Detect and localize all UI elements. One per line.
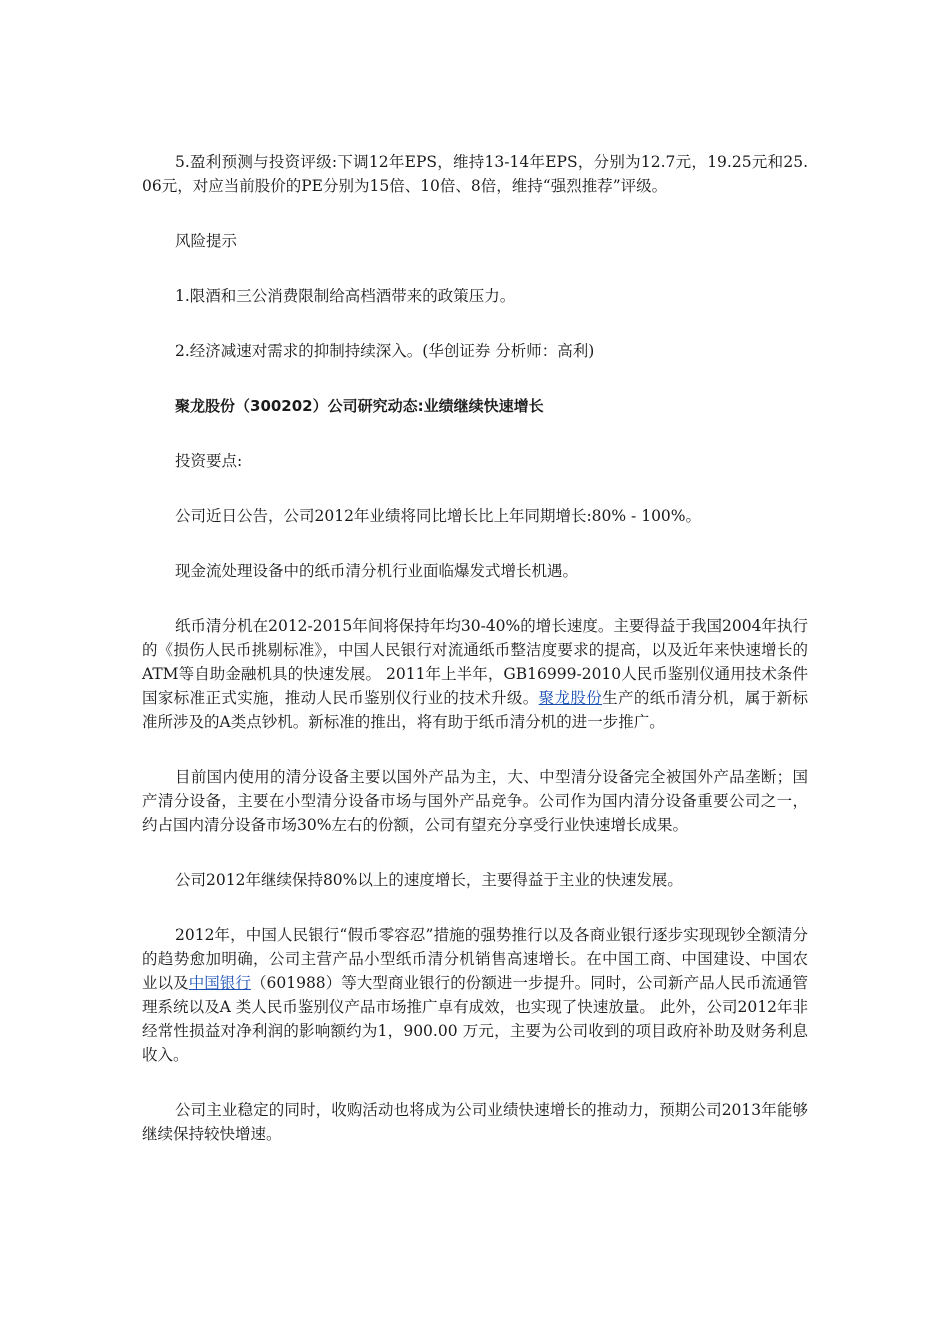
text-segment: 纸币清分机在2012-2015年间将保持年均30-40%的增长速度。主要得益于我国2004年执行的《损伤人民币挑剔标准》，中国人民银行对流通纸币整洁度要求的提高，以及近年来快速增长的ATM等自助金融机具的快速发展。 2011年上半年，GB16999-2010人民币鉴别仪通用技术条件国家标准正式实施，推动人民币鉴别仪行业的技术升级。: [142, 617, 808, 707]
paragraph-risk-1: 1.限酒和三公消费限制给高档酒带来的政策压力。: [175, 287, 516, 305]
paragraph-risk-heading: 风险提示: [175, 232, 238, 250]
text-segment: （601988）等大型商业银行的份额进一步提升。同时，公司新产品人民币流通管理系统以及A 类人民币鉴别仪产品市场推广卓有成效，也实现了快速放量。 此外，公司2012年非经常性损益对净利润的影响额约为1，900.00 万元，主要为公司收到的项目政府补助及财务利息收入。: [142, 974, 808, 1064]
paragraph-announcement: 公司近日公告，公司2012年业绩将同比增长比上年同期增长:80% - 100%。: [175, 507, 702, 525]
paragraph-2012-detail: [142, 923, 808, 1067]
paragraph-2012-growth: 公司2012年继续保持80%以上的速度增长，主要得益于主业的快速发展。: [175, 871, 683, 889]
section-title: 聚龙股份（300202）公司研究动态:业绩继续快速增长: [175, 397, 544, 415]
paragraph-key-points: 投资要点:: [175, 452, 243, 470]
document-page: [142, 150, 808, 1177]
paragraph-domestic-market: 目前国内使用的清分设备主要以国外产品为主，大、中型清分设备完全被国外产品垄断；国产清分设备，主要在小型清分设备市场与国外产品竞争。公司作为国内清分设备重要公司之一，约占国内清分设备市场30%左右的份额，公司有望充分享受行业快速增长成果。: [142, 768, 808, 834]
paragraph-outlook: 公司主业稳定的同时，收购活动也将成为公司业绩快速增长的推动力，预期公司2013年能够继续保持较快增速。: [142, 1101, 808, 1143]
text-segment: 2012年，中国人民银行“假币零容忍”措施的强势推行以及各商业银行逐步实现现钞全额清分的趋势愈加明确，公司主营产品小型纸币清分机销售高速增长。在中国工商、中国建设、中国农业以及: [142, 926, 808, 992]
text-segment: 生产的纸币清分机，属于新标准所涉及的A类点钞机。新标准的推出，将有助于纸币清分机的进一步推广。: [142, 689, 808, 731]
paragraph-risk-2: 2.经济减速对需求的抑制持续深入。(华创证券 分析师：高利): [175, 342, 595, 360]
stock-link-boc[interactable]: 中国银行: [188, 974, 251, 992]
paragraph-sorter-growth: [142, 614, 808, 734]
paragraph-earnings-forecast: 5.盈利预测与投资评级:下调12年EPS，维持13-14年EPS，分别为12.7元，19.25元和25.06元，对应当前股价的PE分别为15倍、10倍、8倍，维持“强烈推荐”评级。: [142, 153, 808, 195]
stock-link-julong[interactable]: 聚龙股份: [538, 689, 603, 707]
paragraph-opportunity: 现金流处理设备中的纸币清分机行业面临爆发式增长机遇。: [175, 562, 579, 580]
